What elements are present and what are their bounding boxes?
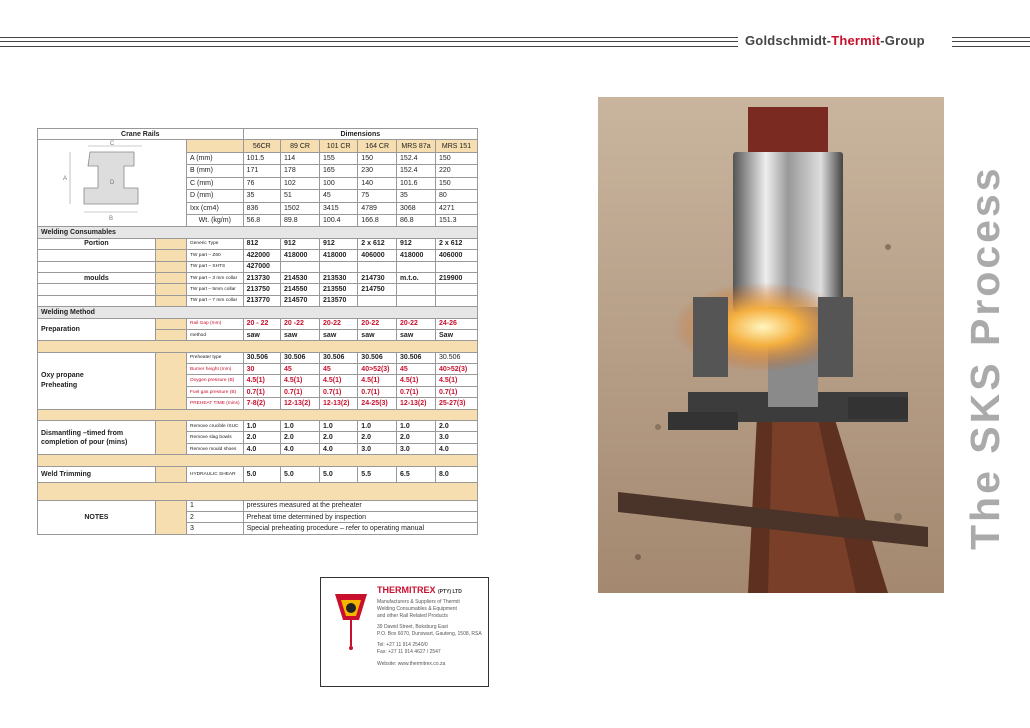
diagram-label-a: A — [63, 176, 68, 183]
brand-name — [741, 33, 929, 48]
rail-header: MRS 87a — [397, 140, 436, 152]
rail-header: 56CR — [243, 140, 280, 152]
dismantle-row: Remove slag bowls 2.0 2.0 2.0 2.0 2.0 3.0 — [38, 432, 478, 443]
spacer-row — [38, 482, 478, 500]
note-row: 2 Preheat time determined by inspection — [38, 511, 478, 522]
company-address2: P.O. Box 6070, Dunswart, Gauteng, 1508, RSA — [377, 631, 482, 637]
company-website[interactable]: Website: www.thermitrex.co.za — [377, 661, 446, 667]
side-title: The SKS Process — [962, 165, 1008, 550]
header-rule-right — [952, 37, 1030, 47]
dim-row: Ixx (cm4) 836 1502 3415 4789 3068 4271 — [38, 202, 478, 214]
rail-header: 164 CR — [358, 140, 397, 152]
dismantling-label: Dismantling –timed from completion of pour (mins) — [38, 421, 156, 455]
header-rule-left — [0, 37, 738, 47]
prep-row: method saw saw saw saw saw Saw — [38, 329, 478, 340]
preheat-row: Fuel gas pressure (B) 0.7(1) 0.7(1) 0.7(1) 0.7(1) 0.7(1) 0.7(1) — [38, 386, 478, 397]
diagram-label-c: C — [109, 141, 115, 148]
rail-profile-diagram — [38, 140, 187, 227]
thermit-welding-photo — [598, 97, 944, 593]
company-line3: and other Rail Related Products — [377, 613, 448, 619]
spacer-row — [38, 409, 478, 420]
dim-row: Wt. (kg/m) 56.8 89.8 100.4 166.8 86.8 151.3 — [38, 214, 478, 226]
rail-header: 101 CR — [320, 140, 358, 152]
spacer-row — [38, 341, 478, 352]
consumable-row: moulds TW part – 3 mm collar 213730 214530 213530 214730 m.t.o. 219900 — [38, 272, 478, 283]
consumable-row: Portion Generic Type 812 912 912 2 x 612 912 2 x 612 — [38, 238, 478, 249]
company-line2: Welding Consumables & Equipment — [377, 606, 457, 612]
rail-header: 89 CR — [281, 140, 320, 152]
preheat-row: Oxygen pressure (B) 4.5(1) 4.5(1) 4.5(1) 4.5(1) 4.5(1) 4.5(1) — [38, 375, 478, 386]
dismantle-row: Remove mould shoes 4.0 4.0 4.0 3.0 3.0 4.0 — [38, 443, 478, 454]
company-fax: Fax: +27 11 914 4627 / 2547 — [377, 649, 441, 655]
notes-label: NOTES — [38, 500, 156, 534]
section-welding-consumables: Welding Consumables — [38, 227, 478, 238]
weld-trimming-label: Weld Trimming — [38, 466, 156, 482]
brand-part-3: -Group — [880, 33, 925, 48]
prep-row: Preparation Rail Gap (mm) 20 - 22 20 -22 20-22 20-22 20-22 24-26 — [38, 318, 478, 329]
brand-part-2: Thermit — [831, 33, 881, 48]
diagram-label-d: D — [110, 180, 115, 187]
spacer-row — [38, 455, 478, 466]
section-welding-method: Welding Method — [38, 307, 478, 318]
dimensions-heading: Dimensions — [243, 129, 477, 140]
consumable-row: TW part – SHTS 427000 — [38, 261, 478, 272]
company-address1: 39 Dawid Street, Boksburg East — [377, 624, 448, 630]
preparation-label: Preparation — [38, 318, 156, 341]
company-card — [320, 577, 489, 687]
spec-table — [37, 128, 478, 535]
dim-row: D (mm) 35 51 45 75 35 80 — [38, 190, 478, 202]
dim-row: C (mm) 76 102 100 140 101.6 150 — [38, 177, 478, 189]
rail-header: MRS 151 — [436, 140, 478, 152]
company-name: THERMITREX (PTY) LTD — [377, 585, 462, 595]
consumable-row: TW part – Z60 422000 418000 418000 406000 418000 406000 — [38, 250, 478, 261]
trim-row: Weld Trimming HYDRAULIC SHEAR 5.0 5.0 5.0 5.5 6.5 8.0 — [38, 466, 478, 482]
preheat-row: PREHEAT TIME (mins) 7-8(2) 12-13(2) 12-13(2) 24-25(3) 12-13(2) 25-27(3) — [38, 398, 478, 409]
dismantle-row: Dismantling –timed from completion of pour (mins) Remove crucible /SUC 1.0 1.0 1.0 1.0 1.0 2.0 — [38, 421, 478, 432]
preheat-row: Burner height (mm) 30 45 45 40>52(3) 45 40>52(3) — [38, 364, 478, 375]
note-row: NOTES 1 pressures measured at the preheater — [38, 500, 478, 511]
crucible-logo-icon — [331, 586, 371, 656]
note-row: 3 Special preheating procedure – refer to operating manual — [38, 523, 478, 534]
moulds-label: moulds — [38, 272, 156, 283]
portion-label: Portion — [38, 238, 156, 249]
consumable-row: TW part – 7 mm collar 213770 214570 213570 — [38, 295, 478, 306]
consumable-row: TW part – 5mm collar 213750 214550 213550 214750 — [38, 284, 478, 295]
dim-row: A (mm) 101.5 114 155 150 152.4 150 — [38, 152, 478, 164]
brand-part-1: Goldschmidt- — [745, 33, 832, 48]
company-line1: Manufacturers & Suppliers of Thermit — [377, 599, 460, 605]
preheating-label: Oxy propane Preheating — [38, 352, 156, 409]
dim-row: B (mm) 171 178 165 230 152.4 220 — [38, 165, 478, 177]
company-tel: Tel: +27 11 914 2540/0 — [377, 642, 428, 648]
preheat-row: Oxy propane Preheating Preheater type 30.506 30.506 30.506 30.506 30.506 30.506 — [38, 352, 478, 363]
diagram-label-b: B — [108, 216, 114, 223]
crane-rails-heading: Crane Rails — [38, 129, 244, 140]
